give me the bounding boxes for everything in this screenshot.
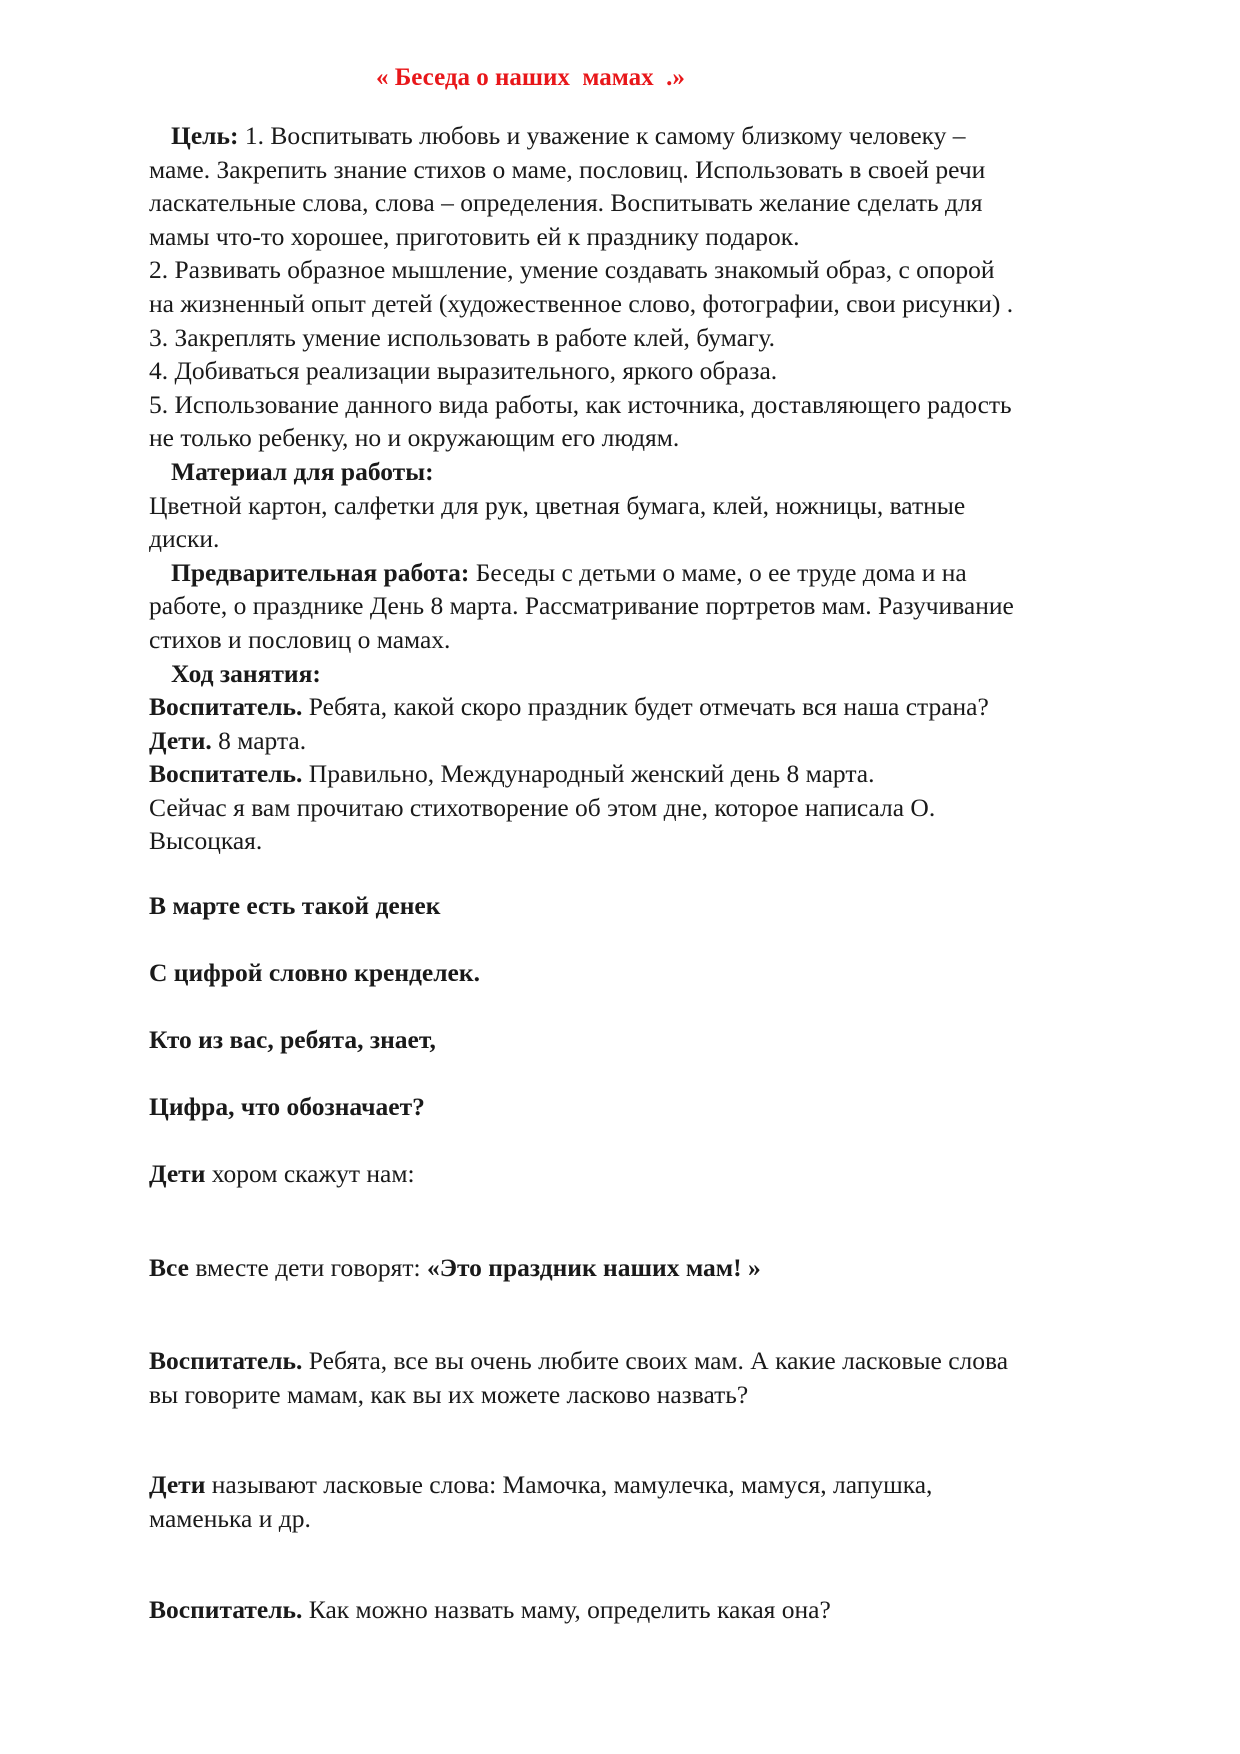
- dialog-line: маменька и др.: [149, 1503, 311, 1533]
- dialog-line: Воспитатель. Как можно назвать маму, определить какая она?: [149, 1595, 831, 1624]
- dialog-line: Сейчас я вам прочитаю стихотворение об этом дне, которое написала О.: [149, 792, 936, 822]
- preliminary-line: стихов и пословиц о мамах.: [149, 624, 451, 654]
- goal-line: не только ребенку, но и окружающим его людям.: [149, 423, 680, 453]
- children-quote: «Это праздник наших мам! »: [426, 1253, 761, 1282]
- poem-line: Дети хором скажут нам:: [149, 1159, 415, 1188]
- poem-line: В марте есть такой денек: [149, 891, 441, 920]
- dialog-line: Воспитатель. Правильно, Международный женский день 8 марта.: [149, 759, 875, 789]
- all-together-line: Все вместе дети говорят: «Это праздник наших мам! »: [149, 1253, 761, 1282]
- speaker-label: Воспитатель.: [149, 1595, 303, 1624]
- poem-line: С цифрой словно кренделек.: [149, 958, 480, 987]
- dialog-line: Дети. 8 марта.: [149, 725, 307, 755]
- materials-label: Материал для работы:: [171, 456, 434, 486]
- goal-line: на жизненный опыт детей (художественное слово, фотографии, свои рисунки) .: [149, 288, 1014, 318]
- speaker-label: Воспитатель.: [149, 692, 303, 722]
- speaker-label: Дети: [149, 1470, 206, 1499]
- goal-label: Цель:: [171, 121, 239, 150]
- materials-line: диски.: [149, 524, 220, 554]
- preliminary-label: Предварительная работа:: [171, 557, 470, 587]
- poem-line: Кто из вас, ребята, знает,: [149, 1025, 436, 1054]
- speaker-label: Дети.: [149, 725, 212, 755]
- goal-item-4: 4. Добиваться реализации выразительного, яркого образа.: [149, 356, 778, 386]
- speaker-label: Дети: [149, 1159, 206, 1188]
- speaker-label: Воспитатель.: [149, 759, 303, 789]
- speaker-label: Воспитатель.: [149, 1346, 303, 1375]
- goal-line: мамы что-то хорошее, приготовить ей к празднику подарок.: [149, 221, 800, 251]
- preliminary-line: Предварительная работа: Беседы с детьми о маме, о ее труде дома и на: [171, 557, 967, 587]
- dialog-line: вы говорите мамам, как вы их можете ласково назвать?: [149, 1379, 749, 1409]
- goal-item-2: 2. Развивать образное мышление, умение создавать знакомый образ, с опорой: [149, 255, 995, 285]
- poem-line: Цифра, что обозначает?: [149, 1092, 425, 1121]
- materials-line: Цветной картон, салфетки для рук, цветная бумага, клей, ножницы, ватные: [149, 490, 966, 520]
- goal-item-5: 5. Использование данного вида работы, как источника, доставляющего радость: [149, 389, 1012, 419]
- goal-item-3: 3. Закреплять умение использовать в работе клей, бумагу.: [149, 322, 775, 352]
- speaker-label: Все: [149, 1253, 189, 1282]
- dialog-line: Дети называют ласковые слова: Мамочка, мамулечка, мамуся, лапушка,: [149, 1470, 933, 1499]
- dialog-block: [149, 1344, 1159, 1411]
- document-title: « Беседа о наших мамах .»: [376, 64, 685, 91]
- goal-line: ласкательные слова, слова – определения. Воспитывать желание сделать для: [149, 188, 983, 218]
- lesson-heading: Ход занятия:: [171, 658, 321, 688]
- dialog-block: [149, 1468, 1159, 1535]
- preliminary-line: работе, о празднике День 8 марта. Рассматривание портретов мам. Разучивание: [149, 591, 1014, 621]
- goal-line: Цель: 1. Воспитывать любовь и уважение к самому близкому человеку –: [171, 121, 966, 150]
- goal-section: [149, 119, 1159, 858]
- goal-line: маме. Закрепить знание стихов о маме, пословиц. Использовать в своей речи: [149, 154, 986, 184]
- dialog-line: Воспитатель. Ребята, все вы очень любите своих мам. А какие ласковые слова: [149, 1346, 1009, 1375]
- dialog-line: Воспитатель. Ребята, какой скоро праздник будет отмечать вся наша страна?: [149, 692, 989, 722]
- dialog-line: Высоцкая.: [149, 826, 263, 856]
